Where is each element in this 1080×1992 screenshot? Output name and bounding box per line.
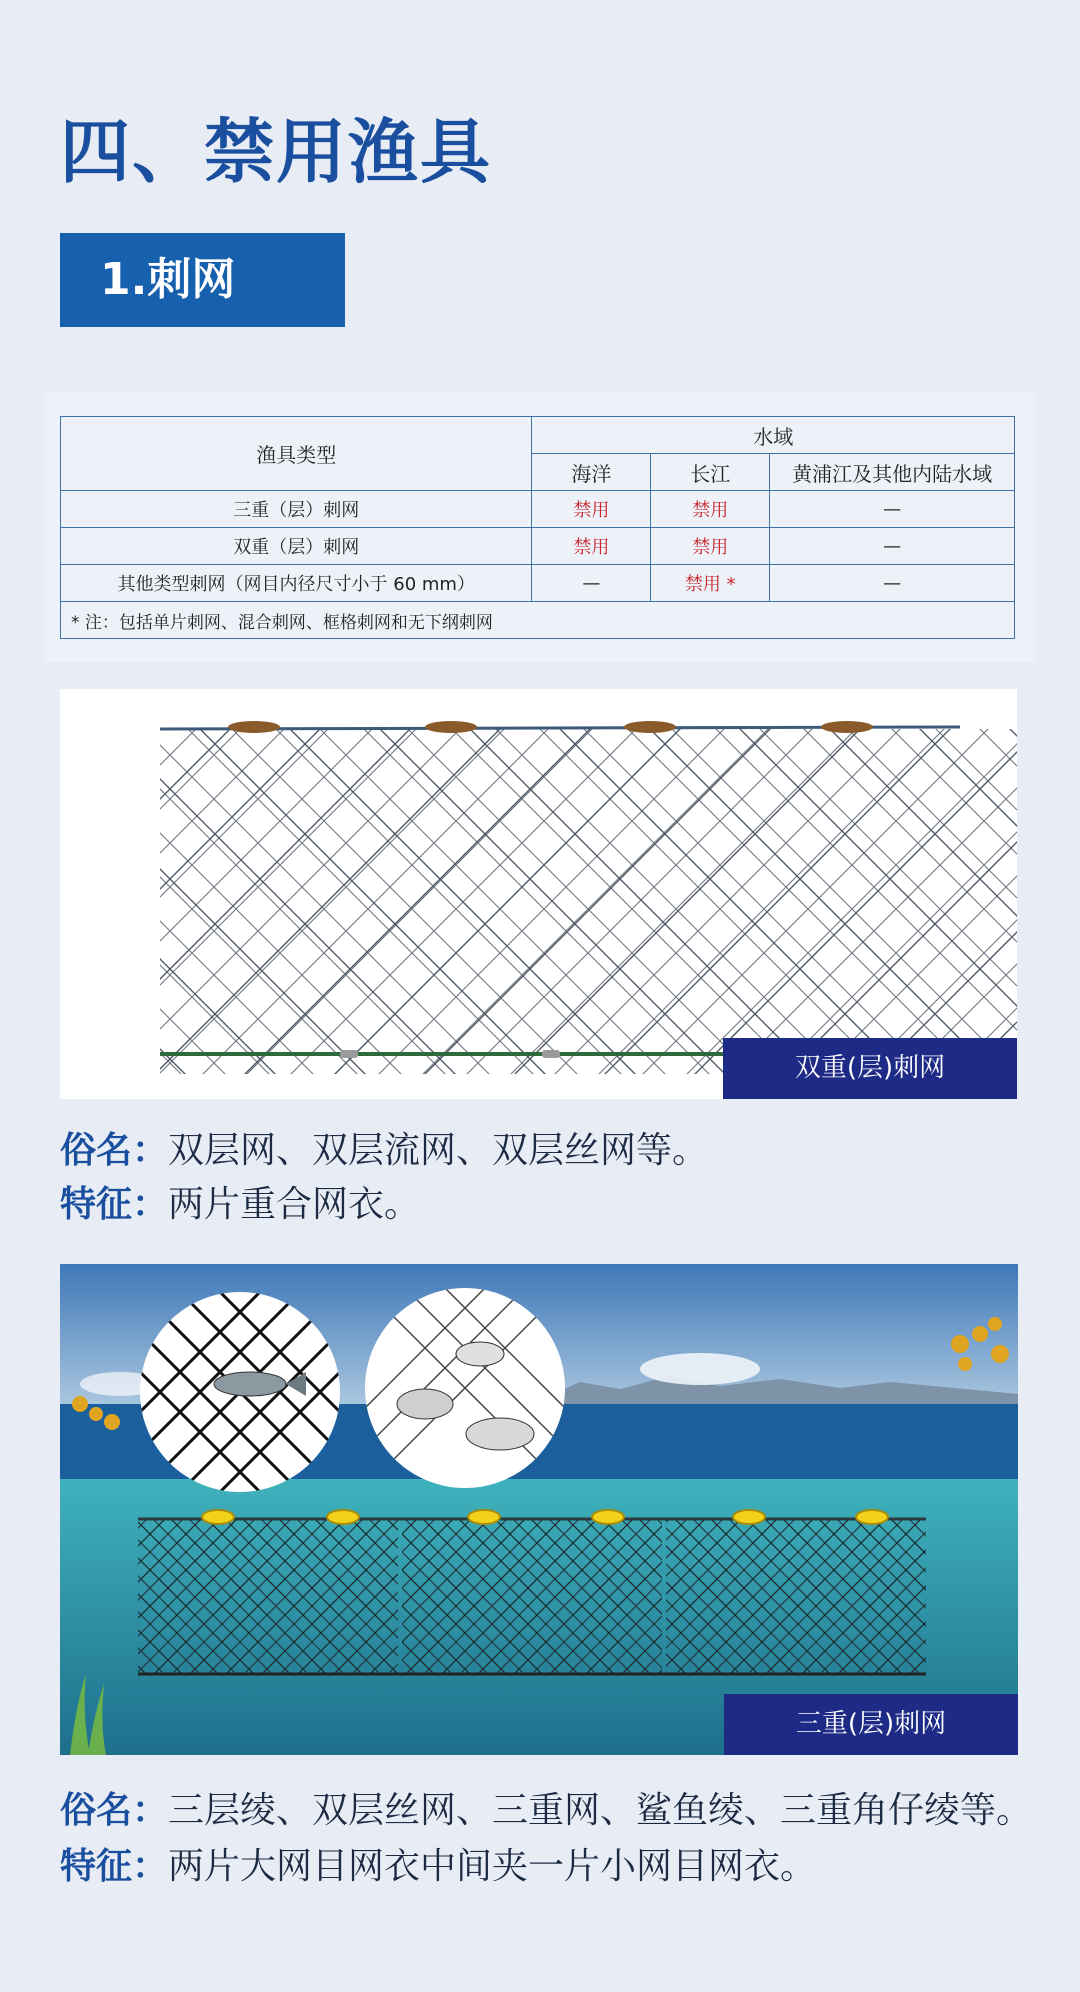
gear-name: 其他类型刺网（网目内径尺寸小于 60 mm） [61, 565, 532, 602]
table-footnote: * 注：包括单片刺网、混合刺网、框格刺网和无下纲刺网 [61, 602, 1015, 639]
closeup-net-fish-icon [140, 1292, 340, 1492]
alias-label: 俗名： [60, 1790, 169, 1831]
status-inland: — [770, 528, 1015, 565]
header-waters: 水域 [532, 417, 1015, 454]
figure-caption: 三重(层)刺网 [724, 1694, 1018, 1755]
header-inland: 黄浦江及其他内陆水域 [770, 454, 1015, 491]
gear-table-card [44, 392, 1036, 662]
sea-scene-drawing [60, 1264, 1018, 1755]
status-yangtze: 禁用 [651, 491, 770, 528]
feature-text: 两片大网目网衣中间夹一片小网目网衣。 [168, 1846, 817, 1887]
feature-line [60, 1176, 420, 1227]
table-row [61, 565, 1015, 602]
triple-gillnet-illustration [60, 1264, 1018, 1755]
section-heading [60, 233, 345, 327]
status-inland: — [770, 565, 1015, 602]
closeup-fish-catch-icon [365, 1288, 565, 1488]
status-yangtze: 禁用 [651, 528, 770, 565]
page-title: 四、禁用渔具 [60, 111, 492, 193]
status-yangtze: 禁用 * [651, 565, 770, 602]
gear-name: 三重（层）刺网 [61, 491, 532, 528]
feature-line [60, 1838, 816, 1889]
table-row [61, 528, 1015, 565]
status-sea: 禁用 [532, 528, 651, 565]
status-sea: 禁用 [532, 491, 651, 528]
header-gear-type: 渔具类型 [61, 417, 532, 491]
double-gillnet-illustration [60, 689, 1017, 1099]
gear-table [60, 416, 1015, 639]
alias-line [60, 1782, 1032, 1833]
header-yangtze: 长江 [651, 454, 770, 491]
alias-line [60, 1122, 708, 1173]
header-sea: 海洋 [532, 454, 651, 491]
section-heading-label: 1.刺网 [100, 254, 236, 305]
feature-label: 特征： [60, 1184, 169, 1225]
alias-text: 三层绫、双层丝网、三重网、鲨鱼绫、三重角仔绫等。 [168, 1790, 1033, 1831]
alias-label: 俗名： [60, 1130, 169, 1171]
table-row [61, 491, 1015, 528]
feature-text: 两片重合网衣。 [168, 1184, 421, 1225]
figure-caption: 双重(层)刺网 [723, 1038, 1017, 1099]
feature-label: 特征： [60, 1846, 169, 1887]
status-inland: — [770, 491, 1015, 528]
alias-text: 双层网、双层流网、双层丝网等。 [168, 1130, 709, 1171]
status-sea: — [532, 565, 651, 602]
net-panels [138, 1519, 926, 1674]
gear-name: 双重（层）刺网 [61, 528, 532, 565]
